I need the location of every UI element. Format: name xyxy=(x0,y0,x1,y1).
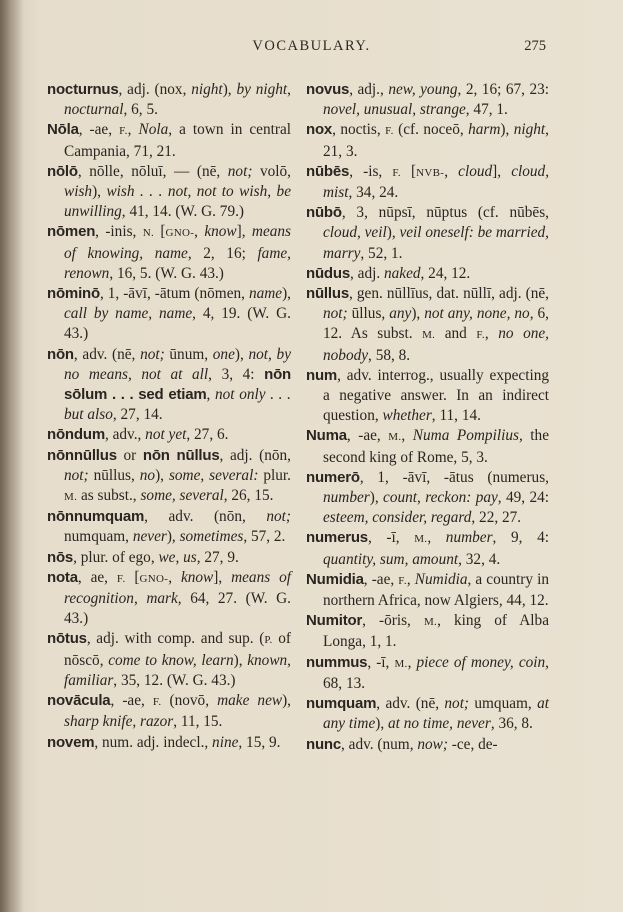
definition-italic: not; xyxy=(323,305,348,323)
entry-text: , -ōris, xyxy=(362,612,424,630)
entry-text: umquam, xyxy=(469,695,538,713)
definition-italic: means of knowing, name xyxy=(64,223,291,262)
entry-text: , -ae, xyxy=(363,570,399,588)
definition-italic: number xyxy=(445,529,493,547)
entry-text: , xyxy=(401,427,413,445)
definition-italic: cloud, veil xyxy=(323,224,387,242)
entry-text: ūnum, xyxy=(164,345,213,363)
headword: nōnnumquam xyxy=(47,508,145,526)
entry-text: , 35, 12. (W. G. 43.) xyxy=(113,671,236,689)
vocab-entry xyxy=(306,528,549,569)
entry-text: ), xyxy=(222,81,237,98)
headword: novem xyxy=(47,733,95,751)
gender-abbrev: M. xyxy=(414,533,428,546)
definition-italic: at any time xyxy=(323,695,549,733)
vocab-entry xyxy=(306,694,549,734)
definition-italic: no xyxy=(139,466,156,484)
entry-text: , adj. (nox, xyxy=(118,81,192,98)
entry-text: , 2, 16; xyxy=(187,244,258,262)
gender-abbrev: P. xyxy=(264,634,273,647)
entry-text: ), xyxy=(282,692,291,710)
gender-abbrev: F. xyxy=(398,574,407,587)
gender-abbrev: N. xyxy=(142,227,155,240)
headword: Numitor xyxy=(306,612,363,630)
running-title: VOCABULARY. xyxy=(252,38,371,54)
entry-text: or xyxy=(116,446,143,464)
headword: nox xyxy=(306,121,333,139)
definition-italic: cloud xyxy=(458,162,493,180)
definition-italic: means of recognition, mark xyxy=(64,568,291,608)
entry-text: , 2, 16; 67, 23: xyxy=(457,81,549,98)
entry-text: , 32, 4. xyxy=(458,550,501,568)
entry-text: plur. xyxy=(258,466,292,484)
entry-text: ), xyxy=(233,651,248,669)
definition-italic: Numidia xyxy=(414,570,468,588)
entry-text: ), xyxy=(155,466,169,484)
entry-text: , -is, xyxy=(349,162,393,180)
left-column xyxy=(47,80,291,753)
entry-text: , adj. xyxy=(350,264,384,282)
entry-text: , 57, 2. xyxy=(243,528,286,546)
entry-text: , 34, 24. xyxy=(348,184,399,202)
headword: Nōla xyxy=(47,121,79,139)
entry-text: , adv. (num, xyxy=(341,735,418,753)
gender-abbrev: M. xyxy=(422,329,436,342)
vocab-entry xyxy=(47,80,291,120)
entry-text: , xyxy=(194,223,205,241)
entry-text: , adv. (nē, xyxy=(73,345,141,363)
entry-text: , king of Alba Longa, 1, 1. xyxy=(323,612,549,651)
definition-italic: number xyxy=(323,489,370,507)
entry-text: ), xyxy=(375,715,388,733)
entry-text: , adv. interrog., usually expecting a negative answer. In an indirect question, xyxy=(323,366,549,425)
entry-text: , xyxy=(444,162,459,180)
definition-italic: sharp knife, razor xyxy=(64,713,174,731)
entry-text: , -ī, xyxy=(367,653,395,671)
definition-italic: nocturnal xyxy=(64,101,124,119)
vocab-entry xyxy=(306,611,549,652)
definition-italic: harm xyxy=(468,121,501,139)
headword: nūllus xyxy=(306,285,349,303)
definition-italic: esteem, consider, regard xyxy=(323,509,472,527)
vocab-entry xyxy=(306,735,549,755)
definition-italic: not yet xyxy=(145,426,187,444)
entry-text: , 27, 14. xyxy=(112,406,163,424)
entry-text: -ce, de- xyxy=(447,735,498,753)
vocab-entry xyxy=(306,653,549,694)
definition-italic: we, us xyxy=(158,548,197,566)
definition-italic: know xyxy=(180,568,214,586)
entry-text: , 11, 15. xyxy=(173,713,223,731)
headword: nōndum xyxy=(47,426,105,444)
definition-italic: never xyxy=(132,528,167,546)
headword: nūbēs xyxy=(306,162,350,180)
headword: Numidia xyxy=(306,570,364,588)
entry-text: ), xyxy=(234,345,249,363)
headword: numquam xyxy=(306,695,377,713)
entry-text: , xyxy=(407,653,417,671)
entry-text: ), xyxy=(369,489,384,507)
definition-italic: some, several xyxy=(140,487,224,505)
spine-shadow xyxy=(0,0,24,912)
gender-abbrev: GNO- xyxy=(165,227,195,240)
entry-text: ], xyxy=(492,162,512,180)
definition-italic: not; xyxy=(64,466,89,484)
headword: nūdus xyxy=(306,264,350,282)
vocab-entry xyxy=(47,507,291,547)
definition-italic: sometimes xyxy=(179,528,244,546)
entry-text: numquam, xyxy=(64,528,133,546)
entry-text: , -ae, xyxy=(110,692,153,710)
entry-text: volō, xyxy=(252,162,292,180)
entry-text: , 11, 14. xyxy=(431,407,481,425)
gender-abbrev: F. xyxy=(119,125,128,138)
vocab-entry xyxy=(47,733,291,753)
vocab-entry xyxy=(306,162,550,203)
headword: nocturnus xyxy=(47,81,119,98)
entry-text: , -ī, xyxy=(367,529,415,547)
headword: nummus xyxy=(306,653,368,671)
vocab-entry xyxy=(47,222,291,284)
definition-italic: count, reckon: pay xyxy=(383,489,498,507)
entry-text: , -ae, xyxy=(78,121,120,139)
definition-italic: know xyxy=(204,223,237,241)
definition-italic: Numa Pompilius xyxy=(412,427,519,445)
entry-text: , xyxy=(406,570,415,588)
vocab-entry xyxy=(306,264,549,284)
entry-text: , -ae, xyxy=(346,427,389,445)
entry-text: ), xyxy=(166,528,180,546)
entry-text: , 26, 15. xyxy=(223,487,274,505)
gender-abbrev: F. xyxy=(116,572,126,585)
headword: nōminō xyxy=(47,285,100,303)
entry-text: , a country in northern Africa, now Algiers, 44, 12. xyxy=(323,570,549,610)
vocab-entry xyxy=(47,162,292,223)
definition-italic: night xyxy=(191,81,223,98)
phrase-bold: nōn sōlum . . . sed etiam xyxy=(64,365,291,404)
headword: nūbō xyxy=(306,204,342,222)
entry-text: , adv. (nōn, xyxy=(144,508,267,526)
definition-italic: make new xyxy=(217,692,283,710)
entry-text: , xyxy=(287,81,291,98)
entry-text: , xyxy=(484,325,499,343)
entry-text: , noctis, xyxy=(332,121,386,139)
definition-italic: quantity, sum, amount xyxy=(323,550,459,568)
headword: num xyxy=(306,366,338,384)
entry-text: , gen. nūllīus, dat. nūllī, adj. (nē, xyxy=(348,285,549,303)
entry-text: , a town in central Campania, 71, 21. xyxy=(64,121,291,160)
vocab-entry xyxy=(47,568,291,630)
headword: nōlō xyxy=(47,162,78,180)
entry-text: , 58, 8. xyxy=(368,346,411,364)
vocab-entry xyxy=(306,570,549,611)
entry-text: , 3, 4: xyxy=(208,365,265,383)
headword: Numa xyxy=(306,427,347,445)
gender-abbrev: F. xyxy=(476,329,485,342)
entry-text: , adv., xyxy=(104,426,146,444)
definition-italic: night xyxy=(513,121,546,139)
entry-text: , 27, 6. xyxy=(186,426,229,444)
entry-text: ], xyxy=(236,223,252,241)
entry-text: , nōlle, nōluī, — (nē, xyxy=(77,162,228,180)
entry-text: , 9, 4: xyxy=(492,529,549,547)
headword: numerō xyxy=(306,468,360,486)
entry-text: , 6, 12. As subst. xyxy=(323,305,549,343)
definition-italic: call by name, name xyxy=(64,305,193,323)
phrase-bold: nōn nūllus xyxy=(142,446,220,464)
entry-text: , 52, 1. xyxy=(360,244,403,262)
entry-text: of nōscō, xyxy=(64,630,291,669)
entry-text: , 41, 14. (W. G. 79.) xyxy=(121,203,245,221)
entry-text: , plur. of ego, xyxy=(73,548,159,566)
headword: numerus xyxy=(306,529,368,547)
entry-text: [ xyxy=(125,568,140,586)
entry-text: , 47, 1. xyxy=(465,101,508,119)
gender-abbrev: M. xyxy=(423,616,438,629)
definition-italic: not, by no means, not at all xyxy=(64,345,291,383)
definition-italic: come to know, learn xyxy=(108,651,234,669)
entry-text: , 4, 19. (W. G. 43.) xyxy=(64,305,291,343)
definition-italic: naked xyxy=(384,264,421,282)
entry-text: , xyxy=(427,529,446,547)
definition-italic: now; xyxy=(417,735,448,753)
entry-text: and xyxy=(435,325,477,343)
entry-text: , 6, 5. xyxy=(123,101,158,119)
vocab-entry xyxy=(47,548,291,568)
entry-text: (cf. noceō, xyxy=(393,121,469,139)
gender-abbrev: GNO- xyxy=(139,572,169,585)
definition-italic: Nola xyxy=(138,121,169,139)
definition-italic: fame, renown xyxy=(64,244,291,282)
entry-text: [ xyxy=(400,162,417,180)
definition-italic: name xyxy=(248,285,283,303)
page-number: 275 xyxy=(524,38,546,54)
entry-text: ], xyxy=(213,568,232,586)
entry-text: , 27, 9. xyxy=(196,548,239,566)
definition-italic: nine xyxy=(212,733,239,751)
entry-text: , adj. with comp. and sup. ( xyxy=(86,630,265,648)
definition-italic: some, several: xyxy=(168,466,259,484)
definition-italic: by night xyxy=(236,81,288,98)
entry-text: [ xyxy=(154,223,166,241)
right-column xyxy=(306,80,549,755)
vocab-entry xyxy=(47,120,291,161)
definition-italic: veil oneself: be married, marry xyxy=(323,224,549,262)
definition-italic: not; xyxy=(140,345,165,363)
headword: novus xyxy=(306,81,350,98)
entry-text: nūllus, xyxy=(88,466,140,484)
entry-text: ), xyxy=(92,183,107,201)
entry-text: , 1, -āvī, -ātum (nōmen, xyxy=(99,285,249,303)
entry-text: , num. adj. indecl., xyxy=(94,733,213,751)
entry-text: ), xyxy=(386,224,400,242)
definition-italic: piece of money, coin xyxy=(416,653,546,671)
headword: nōmen xyxy=(47,223,96,241)
vocab-entry xyxy=(47,691,291,732)
entry-text: , 1, -āvī, -ātus (numerus, xyxy=(359,468,549,486)
definition-italic: cloud, mist xyxy=(323,162,550,202)
entry-text: , adv. (nē, xyxy=(376,695,445,713)
gender-abbrev: F. xyxy=(392,166,401,179)
entry-text: , 16, 5. (W. G. 43.) xyxy=(109,264,224,282)
gender-abbrev: NVB- xyxy=(416,166,445,179)
gender-abbrev: F. xyxy=(152,696,162,709)
definition-italic: one xyxy=(212,345,235,363)
vocab-entry xyxy=(47,629,291,691)
gender-abbrev: M. xyxy=(64,491,78,504)
entry-text: , xyxy=(127,121,139,139)
headword: nunc xyxy=(306,735,342,753)
entry-text: , 3, nūpsī, nūptus (cf. nūbēs, xyxy=(341,204,549,222)
headword: nōn xyxy=(47,345,74,363)
definition-italic: known, familiar xyxy=(64,651,291,689)
vocab-entry xyxy=(306,203,549,264)
entry-text: , 21, 3. xyxy=(323,121,549,160)
definition-italic: not; xyxy=(266,508,291,526)
entry-text: as subst., xyxy=(77,487,141,505)
entry-text: , 68, 13. xyxy=(323,653,549,692)
headword: nōnnūllus xyxy=(47,446,117,464)
entry-text: , -inis, xyxy=(95,223,143,241)
definition-italic: whether xyxy=(382,407,432,425)
definition-italic: not; xyxy=(227,162,253,180)
entry-text: , 24, 12. xyxy=(420,264,471,282)
vocab-entry xyxy=(306,80,549,120)
definition-italic: new, young xyxy=(388,81,458,98)
entry-text: , 49, 24: xyxy=(497,489,549,507)
definition-italic: novel, unusual, strange xyxy=(323,101,466,119)
entry-text: , 64, 27. (W. G. 43.) xyxy=(64,590,291,628)
entry-text: ), xyxy=(282,285,291,303)
entry-text: , ae, xyxy=(77,568,117,586)
gender-abbrev: M. xyxy=(394,657,408,670)
definition-italic: not any, none, no xyxy=(424,305,530,323)
vocab-entry xyxy=(47,425,291,445)
entry-text: , 15, 9. xyxy=(238,733,281,751)
entry-text: , adj. (nōn, xyxy=(219,446,291,464)
definition-italic: not; xyxy=(444,695,470,713)
entry-text: , xyxy=(168,568,181,586)
entry-text: (novō, xyxy=(161,692,218,710)
headword: nōtus xyxy=(47,630,87,648)
entry-text: , the second king of Rome, 5, 3. xyxy=(323,427,549,466)
definition-italic: at no time, never xyxy=(388,715,491,733)
vocab-entry xyxy=(47,284,291,345)
gender-abbrev: F. xyxy=(385,125,394,138)
vocab-entry xyxy=(306,426,549,467)
entry-text: ), xyxy=(500,121,514,139)
vocab-entry xyxy=(47,446,292,508)
vocab-entry xyxy=(306,366,549,427)
gender-abbrev: M. xyxy=(388,431,402,444)
entry-text: , 22, 27. xyxy=(471,509,522,527)
vocab-entry xyxy=(306,284,549,366)
entry-text: ), xyxy=(411,305,425,323)
definition-italic: wish xyxy=(64,183,93,201)
entry-text: , 36, 8. xyxy=(490,715,533,733)
entry-text: , xyxy=(206,386,215,404)
running-head xyxy=(0,38,623,56)
definition-italic: not only . . . but also xyxy=(64,386,291,424)
entry-text: ūllus, xyxy=(347,305,390,323)
definition-italic: no one, nobody xyxy=(323,325,549,364)
headword: nōs xyxy=(47,548,74,566)
entry-text: , adj., xyxy=(349,81,389,98)
headword: novācula xyxy=(47,692,111,710)
headword: nota xyxy=(47,568,78,586)
vocab-entry xyxy=(306,468,549,529)
vocab-entry xyxy=(306,120,549,161)
definition-italic: any xyxy=(389,305,412,323)
vocab-entry xyxy=(47,345,291,426)
definition-italic: wish . . . not, not to wish, be unwilling xyxy=(64,183,291,221)
